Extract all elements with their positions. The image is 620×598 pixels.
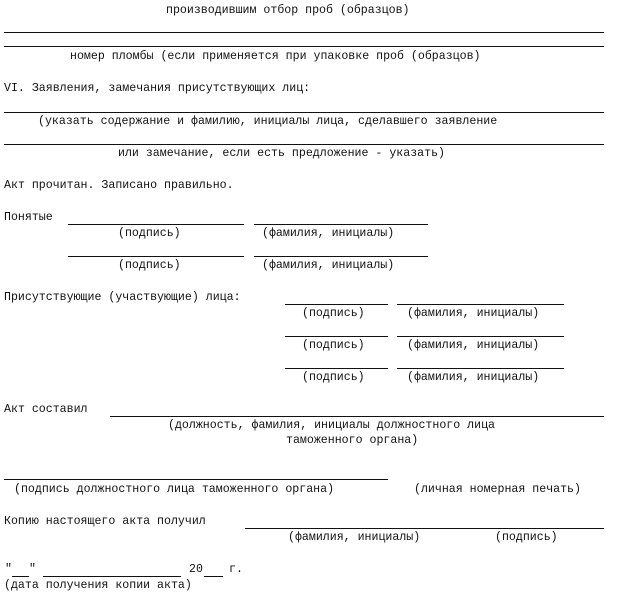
date-month-line bbox=[43, 576, 181, 577]
copy-received-signature-caption: (подпись) bbox=[495, 531, 558, 544]
date-close-quote: " bbox=[29, 563, 36, 576]
present-1-signature-caption: (подпись) bbox=[302, 307, 365, 320]
composed-by-label: Акт составил bbox=[4, 403, 88, 416]
statement-caption-1: (указать содержание и фамилию, инициалы лица, сделавшего заявление bbox=[38, 115, 498, 128]
present-2-name-caption: (фамилия, инициалы) bbox=[407, 339, 540, 352]
composed-by-line bbox=[110, 416, 604, 417]
composed-by-caption-2: таможенного органа) bbox=[286, 434, 419, 447]
witness-1-signature-line bbox=[68, 224, 244, 225]
present-3-name-line bbox=[397, 368, 564, 369]
witness-2-name-line bbox=[254, 256, 428, 257]
witness-2-signature-line bbox=[68, 256, 244, 257]
date-open-quote: " bbox=[5, 563, 12, 576]
present-1-signature-line bbox=[285, 304, 388, 305]
present-2-name-line bbox=[397, 336, 564, 337]
present-2-signature-line bbox=[285, 336, 388, 337]
copy-received-name-caption: (фамилия, инициалы) bbox=[288, 531, 421, 544]
present-3-name-caption: (фамилия, инициалы) bbox=[407, 371, 540, 384]
witness-2-name-caption: (фамилия, инициалы) bbox=[262, 259, 395, 272]
official-signature-line bbox=[4, 479, 388, 480]
composed-by-caption-1: (должность, фамилия, инициалы должностного лица bbox=[168, 419, 495, 432]
seal-caption: номер пломбы (если применяется при упаковке проб (образцов) bbox=[70, 50, 481, 63]
present-1-name-caption: (фамилия, инициалы) bbox=[407, 307, 540, 320]
witness-1-name-caption: (фамилия, инициалы) bbox=[262, 227, 395, 240]
date-century: 20 bbox=[189, 563, 203, 576]
witness-2-signature-caption: (подпись) bbox=[118, 259, 181, 272]
present-3-signature-line bbox=[285, 368, 388, 369]
act-read-text: Акт прочитан. Записано правильно. bbox=[4, 179, 234, 192]
section-6-title: VI. Заявления, замечания присутствующих лиц: bbox=[4, 82, 311, 95]
date-year-line bbox=[204, 576, 223, 577]
witness-1-signature-caption: (подпись) bbox=[118, 227, 181, 240]
official-signature-caption: (подпись должностного лица таможенного органа) bbox=[14, 483, 335, 496]
statement-caption-2: или замечание, если есть предложение - указать) bbox=[118, 147, 445, 160]
blank-line bbox=[4, 32, 604, 33]
header-caption: производившим отбор проб (образцов) bbox=[166, 4, 410, 17]
copy-received-label: Копию настоящего акта получил bbox=[4, 515, 206, 528]
present-2-signature-caption: (подпись) bbox=[302, 339, 365, 352]
date-day-line bbox=[12, 576, 29, 577]
seal-number-line bbox=[4, 46, 604, 47]
statement-line-2 bbox=[4, 144, 604, 145]
date-year-suffix: г. bbox=[229, 563, 243, 576]
statement-line-1 bbox=[4, 112, 604, 113]
witness-1-name-line bbox=[254, 224, 428, 225]
present-persons-label: Присутствующие (участвующие) лица: bbox=[4, 291, 241, 304]
copy-received-line bbox=[245, 528, 604, 529]
present-1-name-line bbox=[397, 304, 564, 305]
date-caption: (дата получения копии акта) bbox=[4, 579, 192, 592]
stamp-caption: (личная номерная печать) bbox=[414, 483, 581, 496]
present-3-signature-caption: (подпись) bbox=[302, 371, 365, 384]
witnesses-label: Понятые bbox=[4, 211, 53, 224]
